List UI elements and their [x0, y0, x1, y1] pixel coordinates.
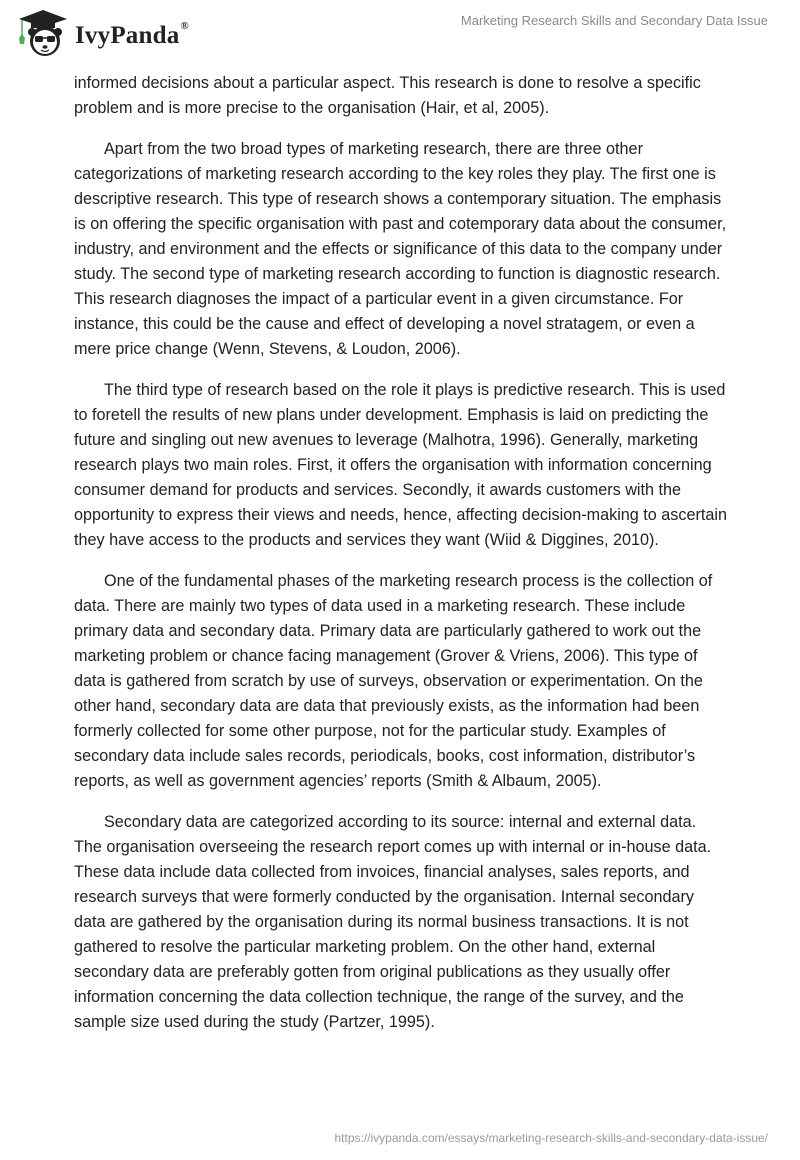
paragraph: One of the fundamental phases of the marketing research process is the collection of data. There are mainly two types of data used in a marketing research. These include primary data and secondary data. Primary data are particularly gathered to work out the marketing problem or chance facing management (Grover & Vriens, 2006). This type of data is gathered from scratch by use of surveys, observation or experimentation. On the other hand, secondary data are data that previously exists, as the information had been formerly collected for some other purpose, not for the particular study. Examples of secondary data include sales records, periodicals, books, cost information, distributor’s reports, as well as government agencies’ reports (Smith & Albaum, 2005). — [74, 572, 713, 790]
essay-body — [74, 71, 728, 1051]
document-title: Marketing Research Skills and Secondary Data Issue — [460, 13, 768, 28]
page-header — [0, 0, 800, 60]
paragraph: Apart from the two broad types of marketing research, there are three other categorizations of marketing research according to the key roles they play. The first one is descriptive research. This type of research shows a contemporary situation. The emphasis is on offering the specific organisation with past and cotemporary data about the consumer, industry, and environment and the effects or significance of this data to the company under study. The second type of marketing research according to function is diagnostic research. This research diagnoses the impact of a particular event in a given circumstance. For instance, this could be the cause and effect of developing a novel stratagem, or even a mere price change (Wenn, Stevens, & Loudon, 2006). — [74, 140, 727, 358]
brand-name: IvyPanda® — [75, 20, 189, 49]
paragraph: Secondary data are categorized according to its source: internal and external data. The organisation overseeing the research report comes up with internal or in-house data. These data include data collected from invoices, financial analyses, sales reports, and research surveys that were formerly conducted by the organisation. Internal secondary data are gathered by the organisation during its normal business transactions. It is not gathered to resolve the particular marketing problem. On the other hand, external secondary data are preferably gotten from original publications as they usually offer information concerning the data collection technique, the range of the survey, and the sample size used during the study (Partzer, 1995). — [74, 813, 712, 1031]
source-url-link[interactable]: https://ivypanda.com/essays/marketing-research-skills-and-secondary-data-issue/ — [334, 1131, 768, 1145]
panda-graduate-icon — [17, 8, 69, 58]
brand-logo[interactable] — [17, 8, 189, 58]
registered-mark: ® — [180, 20, 189, 32]
paragraph: The third type of research based on the role it plays is predictive research. This is used to foretell the results of new plans under development. Emphasis is laid on predicting the future and singling out new avenues to leverage (Malhotra, 1996). Generally, marketing research plays two main roles. First, it offers the organisation with information concerning consumer demand for products and services. Secondly, it awards customers with the opportunity to express their views and needs, hence, affecting decision-making to ascertain they have access to the products and services they want (Wiid & Diggines, 2010). — [74, 381, 727, 549]
paragraph: informed decisions about a particular aspect. This research is done to resolve a specific problem and is more precise to the organisation (Hair, et al, 2005). — [74, 74, 701, 117]
